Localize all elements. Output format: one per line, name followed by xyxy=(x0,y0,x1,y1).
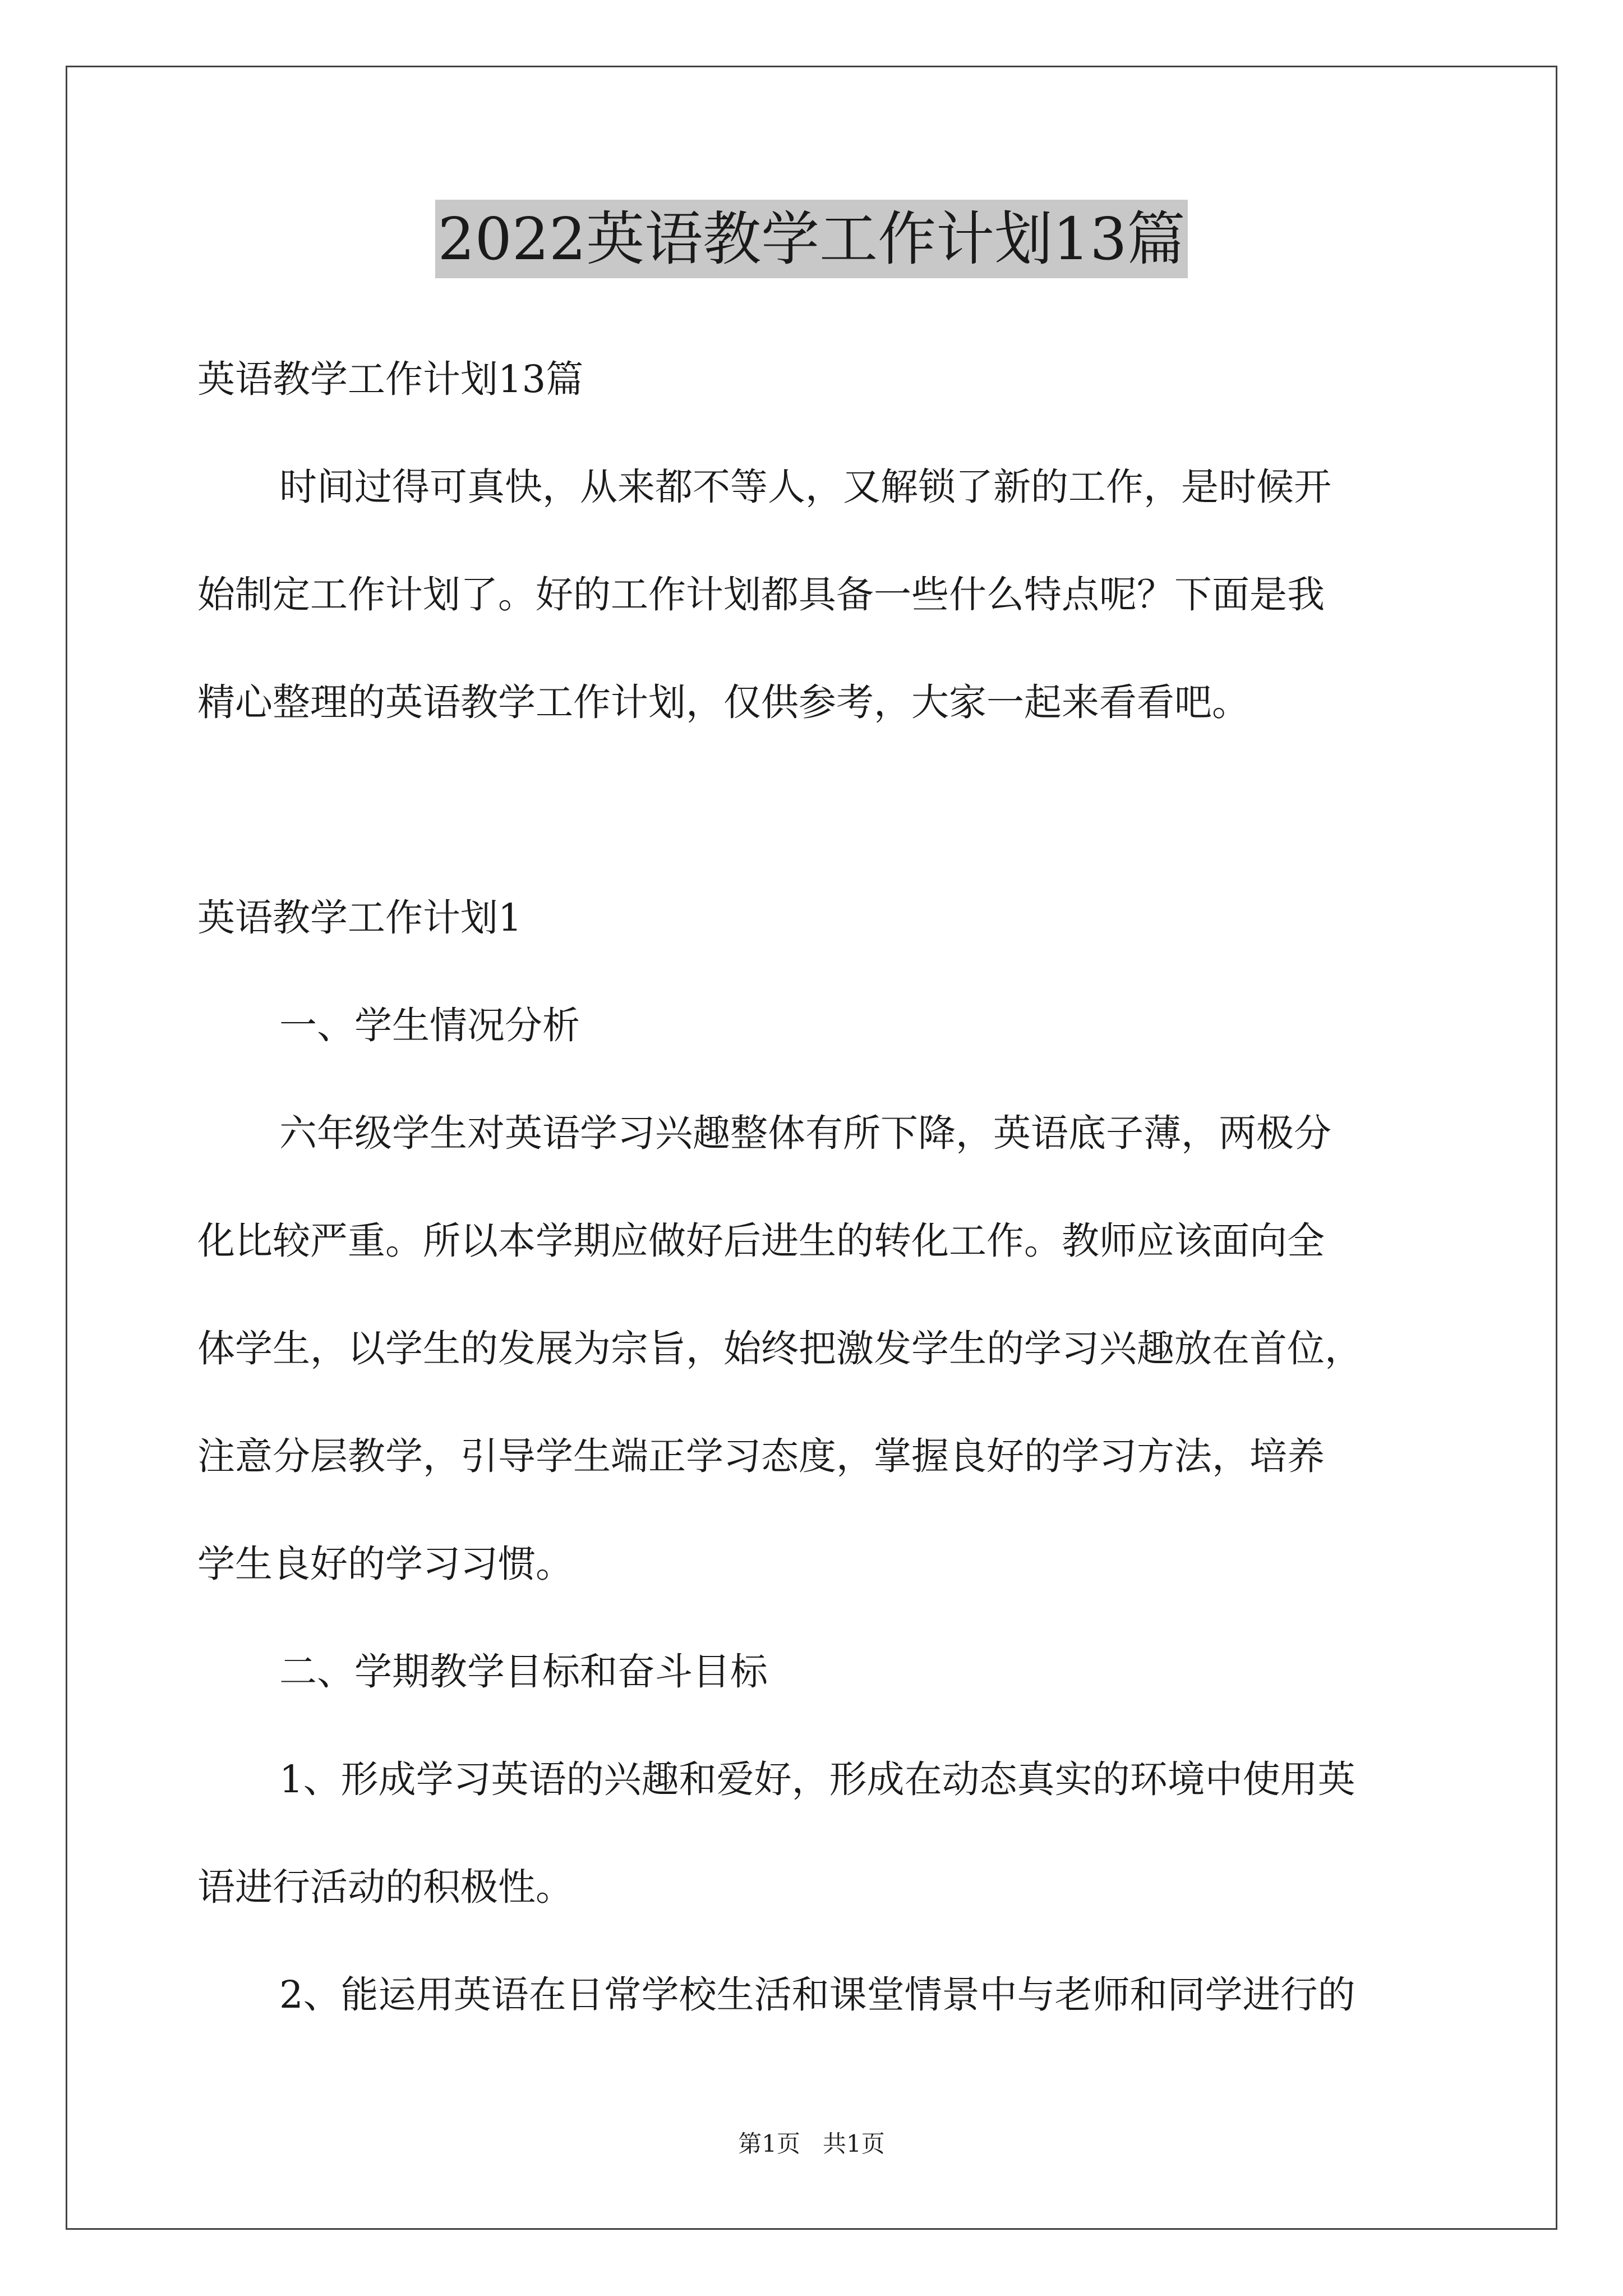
list-item-line: 语进行活动的积极性。 xyxy=(197,1865,573,1909)
paragraph-line: 学生良好的学习习惯。 xyxy=(197,1542,573,1586)
paragraph-line: 化比较严重。所以本学期应做好后进生的转化工作。教师应该面向全 xyxy=(197,1219,1325,1263)
list-item-line: 2、能运用英语在日常学校生活和课堂情景中与老师和同学进行的 xyxy=(279,1973,1355,2017)
document-title xyxy=(0,200,1623,278)
list-item-line: 1、形成学习英语的兴趣和爱好，形成在动态真实的环境中使用英 xyxy=(279,1757,1355,1801)
intro-line: 时间过得可真快，从来都不等人，又解锁了新的工作，是时候开 xyxy=(279,465,1331,509)
intro-line: 始制定工作计划了。好的工作计划都具备一些什么特点呢？下面是我 xyxy=(197,573,1325,616)
document-title-text: 2022英语教学工作计划13篇 xyxy=(435,200,1187,278)
section-heading: 一、学生情况分析 xyxy=(279,1004,580,1047)
paragraph-line: 体学生，以学生的发展为宗旨，始终把激发学生的学习兴趣放在首位， xyxy=(197,1327,1362,1370)
section-title: 英语教学工作计划1 xyxy=(197,896,522,940)
section-heading: 二、学期教学目标和奋斗目标 xyxy=(279,1650,768,1694)
document-subtitle: 英语教学工作计划13篇 xyxy=(197,357,584,401)
intro-line: 精心整理的英语教学工作计划，仅供参考，大家一起来看看吧。 xyxy=(197,680,1249,724)
page-footer: 第1页 共1页 xyxy=(738,2130,885,2157)
paragraph-line: 注意分层教学，引导学生端正学习态度，掌握良好的学习方法，培养 xyxy=(197,1434,1325,1478)
paragraph-line: 六年级学生对英语学习兴趣整体有所下降，英语底子薄，两极分 xyxy=(279,1111,1331,1155)
